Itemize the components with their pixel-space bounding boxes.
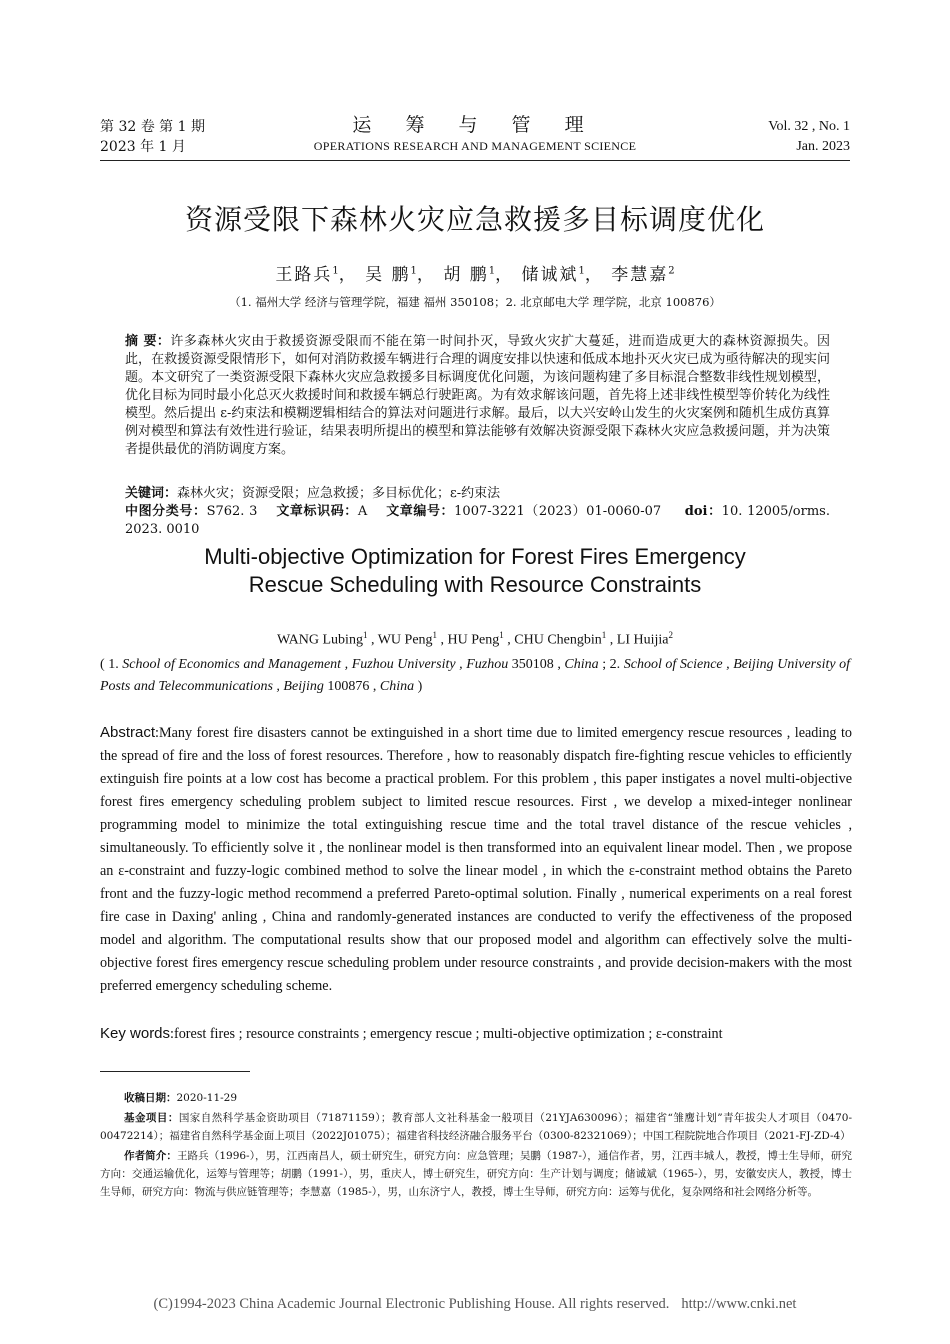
affil-close: ) [414,679,423,694]
footnote-bio [100,1147,852,1201]
header-volume-en: Vol. 32 , No. 1 [768,119,850,134]
header-volume-block [100,117,205,157]
abstract-en-label: Abstract [100,724,156,741]
author-en: WANG Lubing [277,632,363,648]
affil-sep: ; 2. [598,657,624,672]
footnote-received [100,1089,852,1107]
clc-label: 中图分类号： [125,504,207,519]
abstract-cn [125,333,830,459]
header-divider [100,160,850,161]
author-affiliation-mark: 2 [668,265,675,277]
affil-open: ( 1. [100,657,123,672]
keywords-en-label: Key words [100,1025,171,1042]
author-en: HU Peng [447,632,500,648]
keywords-en [100,1022,852,1046]
author-list-en: WANG Lubing$^1$ , WU Peng$^1$ , HU Peng$^1$ , CHU Chengbin$^1$ , LI Huijia$^2$ [277,630,673,648]
affil-1: School of Economics and Management , Fuzhou University , Fuzhou [122,657,509,672]
abstract-en-text: :Many forest fire disasters cannot be extinguished in a short time due to limited emergency rescue resources , leading to the spread of fire and the loss of forest resources. Therefore , how to reasonably dispatch fire-fighting rescue vehicles to efficiently extinguish fire points at a low cost has become a practical problem. For this problem , this paper instigates a novel multi-objective forest fires emergency scheduling problem subject to limited rescue resources. First , we develop a mixed-integer nonlinear programming model to minimize the total extinguishing rescue time and the total travel distance of the rescue vehicles , simultaneously. To efficiently solve it , the nonlinear model is then transformed into an equivalent linear model. Then , we propose an ε-constraint and fuzzy-logic combined method to solve the linear model , in which the ε-constraint method obtains the Pareto front and the fuzzy-logic method recommend a preferred Pareto-optimal solution. Finally , numerical experiments on a real forest fire case in Daxing' anling , China and randomly-generated instances are conducted to verify the effectiveness of the proposed model and algorithm. The computational results show that our proposed model and algorithm can effectively solve the multi-objective forest fires emergency rescue scheduling problem under resource constraints , and provide decision-makers with the most preferred emergency scheduling scheme. [100,725,852,994]
keywords-en-text: :forest fires ; resource constraints ; emergency rescue ; multi-objective optimization ; ε-constraint [170,1026,723,1042]
header-volume-en-block [768,117,850,157]
author-affiliation-mark: 1 [601,630,607,640]
affil-2: School of Science , Beijing University of Posts and Telecommunications , Beijing [100,657,851,694]
author-en: CHU Chengbin [514,632,602,648]
keywords-cn [125,485,830,503]
bio-text: 王路兵（1996-），男，江西南昌人，硕士研究生，研究方向：应急管理；吴鹏（1987-），通信作者，男，江西丰城人，教授，博士生导师，研究方向：交通运输优化，运筹与管理等；胡鹏（1991-），男，重庆人，博士研究生，研究方向：生产计划与调度；储诚斌（1965-），男，安徽安庆人，教授，博士生导师，研究方向：物流与供应链管理等；李慧嘉（1985-），男，山东济宁人，教授，博士生导师，研究方向：运筹与优化，复杂网络和社会网络分析等。 [100,1150,853,1198]
author-affiliation-mark: 1 [432,630,438,640]
footnote-fund [100,1109,852,1145]
header-volume-cn: 第 32 卷 第 1 期 [100,119,205,135]
author-affiliation-mark: 1 [578,265,585,277]
author-affiliation-mark: 1 [332,265,339,277]
abstract-cn-text: 许多森林火灾由于救援资源受限而不能在第一时间扑灭，导致火灾扩大蔓延，进而造成更大的森林资源损失。因此，在救援资源受限情形下，如何对消防救援车辆进行合理的调度安排以快速和低成本地扑灭火灾已成为亟待解决的现实问题。本文研究了一类资源受限下森林火灾应急救援多目标调度优化问题，为该问题构建了多目标混合整数非线性规划模型，优化目标为同时最小化总灭火救援时间和救援车辆总行驶距离。为有效求解该问题，首先将上述非线性模型等价转化为线性模型。然后提出 ε-约束法和模糊逻辑相结合的算法对问题进行求解。最后，以大兴安岭山发生的火灾案例和随机生成仿真算例对模型和算法有效性进行验证，结果表明所提出的模型和算法能够有效解决资源受限下森林火灾应急救援问题，并为决策者提供最优的消防调度方案。 [125,334,830,457]
affiliation-en [100,654,850,698]
header-date-cn: 2023 年 1 月 [100,139,186,155]
code-label: 文章标识码： [276,504,358,519]
fund-text: 国家自然科学基金资助项目（71871159）；教育部人文社科基金一般项目（21YJA630096）；福建省“雏鹰计划”青年拔尖人才项目（0470-00472214）；福建省自然科学基金面上项目（2022J01075）；福建省科技经济融合服务平台（0300-82321069）；中国工程院院地合作项目（2021-FJ-ZD-4） [100,1112,852,1142]
author-cn: 储诚斌 [521,265,579,285]
paper-title-en [0,543,950,599]
received-date: 2020-11-29 [176,1092,238,1104]
received-label: 收稿日期： [124,1092,177,1104]
author-cn: 李慧嘉 [611,265,669,285]
article-no-label: 文章编号： [386,504,455,519]
author-en: WU Peng [377,632,433,648]
paper-title-en-line1: Multi-objective Optimization for Forest Fires Emergency [204,544,746,569]
author-cn: 王路兵 [275,265,333,285]
paper-title-en-line2: Rescue Scheduling with Resource Constraints [248,572,702,597]
author-cn: 吴 鹏 [365,265,411,285]
code-value: A [357,504,368,519]
journal-title-cn: 运 筹 与 管 理 [352,114,598,136]
journal-masthead [290,113,660,155]
clc-value: S762. 3 [206,504,258,519]
doi-value: 10. 12005/orms. 2023. 0010 [125,504,830,537]
doi-label: doi： [684,504,722,519]
classification-line [125,503,830,539]
keywords-cn-label: 关键词： [125,486,178,501]
abstract-cn-label: 摘 要： [125,334,171,349]
author-affiliation-mark: 1 [499,630,504,640]
author-affiliation-mark: 1 [362,630,368,640]
author-affiliation-mark: 1 [488,265,496,277]
author-cn: 胡 鹏 [443,265,489,285]
header-date-en: Jan. 2023 [796,139,850,154]
keywords-cn-text: 森林火灾；资源受限；应急救援；多目标优化；ε-约束法 [177,486,501,501]
affil-1-zip: 350108 , [508,657,565,672]
copyright-text: (C)1994-2023 China Academic Journal Electronic Publishing House. All rights reserved. [153,1296,670,1312]
affil-1-country: China [564,657,599,672]
affil-2-country: China [379,679,415,694]
author-list-cn: 王路兵$^1$， 吴 鹏$^1$， 胡 鹏$^1$， 储诚斌$^1$， 李慧嘉$^2$ [275,265,675,285]
fund-label: 基金项目： [124,1112,179,1124]
affil-2-zip: 100876 , [323,679,380,694]
abstract-en [100,721,852,998]
author-affiliation-mark: 2 [668,630,673,640]
cnki-link[interactable]: http://www.cnki.net [681,1296,797,1312]
footnote-divider [100,1071,250,1072]
affiliation-cn: （1. 福州大学 经济与管理学院，福建 福州 350108；2. 北京邮电大学 理学院，北京 100876） [229,295,721,309]
author-affiliation-mark: 1 [410,265,417,277]
paper-title-cn: 资源受限下森林火灾应急救援多目标调度优化 [184,203,765,236]
bio-label: 作者简介： [124,1150,177,1162]
journal-title-en: OPERATIONS RESEARCH AND MANAGEMENT SCIENCE [313,139,637,153]
author-en: LI Huijia [616,632,669,648]
article-no-value: 1007-3221（2023）01-0060-07 [454,504,662,519]
footnotes [100,1089,852,1203]
copyright-line [0,1296,950,1313]
